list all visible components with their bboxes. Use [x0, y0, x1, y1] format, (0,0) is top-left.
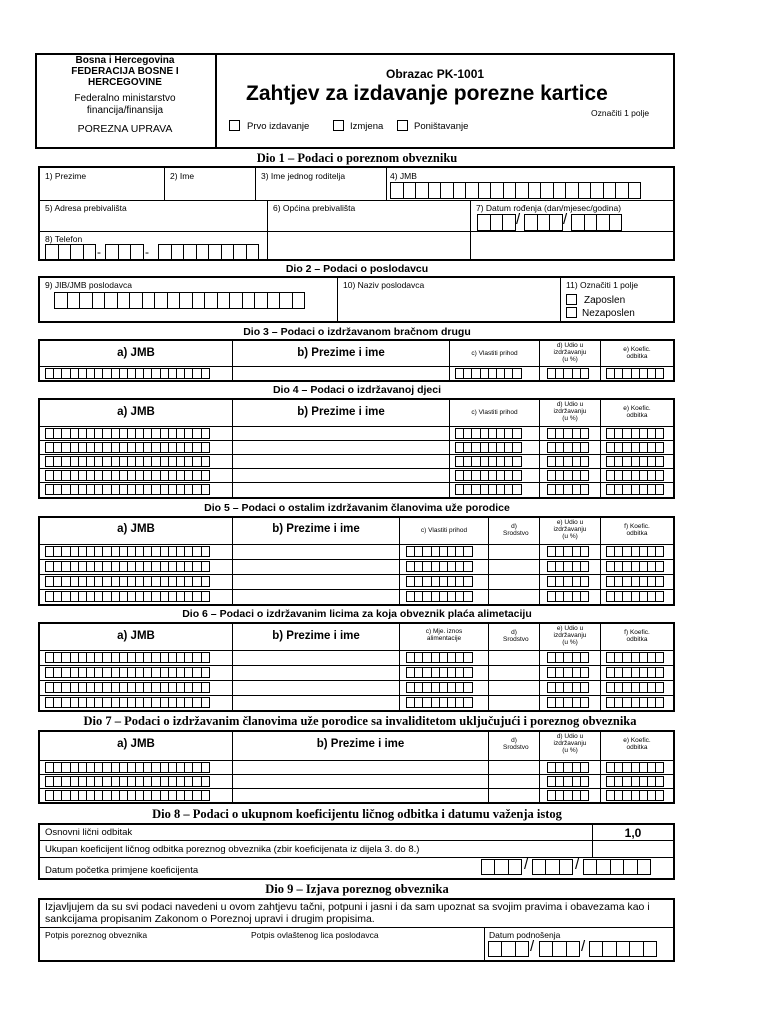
col-srodstvo: d) Srodstvo [503, 629, 529, 643]
relative-udio-cells[interactable] [547, 561, 589, 572]
label-adresa: 5) Adresa prebivališta [45, 203, 127, 213]
relative-prihod-cells[interactable] [406, 591, 473, 602]
federation-name: FEDERACIJA BOSNE I HERCEGOVINE [71, 66, 179, 88]
disabled-jmb-cells[interactable] [45, 776, 210, 787]
col-udio: e) Udio u izdržavanju (u %) [553, 625, 587, 646]
alimony-koef-cells[interactable] [606, 682, 664, 693]
col-prezime: b) Prezime i ime [297, 406, 385, 418]
child-koef-cells[interactable] [606, 484, 664, 495]
spouse-udio-cells[interactable] [547, 368, 589, 379]
col-jmb: a) JMB [117, 630, 155, 642]
relative-prihod-cells[interactable] [406, 576, 473, 587]
col-srodstvo: d) Srodstvo [503, 737, 529, 751]
child-prihod-cells[interactable] [455, 484, 522, 495]
relative-koef-cells[interactable] [606, 576, 664, 587]
child-jmb-cells[interactable] [45, 428, 210, 439]
col-prihod: c) Vlastiti prihod [420, 527, 468, 534]
child-prihod-cells[interactable] [455, 442, 522, 453]
child-udio-cells[interactable] [547, 456, 589, 467]
alimony-jmb-cells[interactable] [45, 697, 210, 708]
label-datum-podnosenja: Datum podnošenja [489, 930, 561, 940]
disabled-udio-cells[interactable] [547, 776, 589, 787]
relative-jmb-cells[interactable] [45, 561, 210, 572]
child-jmb-cells[interactable] [45, 484, 210, 495]
relative-udio-cells[interactable] [547, 576, 589, 587]
label-jib: 9) JIB/JMB poslodavca [45, 280, 132, 290]
relative-udio-cells[interactable] [547, 591, 589, 602]
spouse-koef-cells[interactable] [606, 368, 664, 379]
col-udio: d) Udio u izdržavanju (u %) [553, 733, 587, 754]
start-day-cells[interactable] [481, 859, 522, 875]
checkbox-prvo[interactable] [229, 120, 240, 131]
child-koef-cells[interactable] [606, 470, 664, 481]
alimony-udio-cells[interactable] [547, 682, 589, 693]
child-koef-cells[interactable] [606, 456, 664, 467]
section-1-title: Dio 1 – Podaci o poreznom obvezniku [256, 151, 458, 165]
label-osnovni: Osnovni lični odbitak [45, 827, 133, 838]
start-year-cells[interactable] [583, 859, 651, 875]
section-6-title: Dio 6 – Podaci o izdržavanim licima za koja obveznik plaća alimetaciju [182, 608, 532, 620]
alimony-udio-cells[interactable] [547, 667, 589, 678]
ministry-name: Federalno ministarstvo financija/finansija [74, 93, 176, 116]
declaration-text: Izjavljujem da su svi podaci navedeni u ovom zahtjevu tačni, potpuni i jasni i da sam upoznat sa svojim pravima i obavezama kao i sankcijama propisanim Zakonom o Poreznoj upravi i drugim propisima. [45, 901, 650, 925]
label-prezime: 1) Prezime [45, 171, 87, 181]
form-title: Zahtjev za izdavanje porezne kartice [246, 82, 608, 105]
label-jmb: 4) JMB [390, 171, 417, 181]
child-prihod-cells[interactable] [455, 470, 522, 481]
disabled-udio-cells[interactable] [547, 790, 589, 801]
child-koef-cells[interactable] [606, 442, 664, 453]
child-udio-cells[interactable] [547, 470, 589, 481]
submit-year-cells[interactable] [589, 941, 657, 957]
osnovni-value: 1,0 [624, 826, 642, 840]
disabled-jmb-cells[interactable] [45, 790, 210, 801]
relative-jmb-cells[interactable] [45, 591, 210, 602]
child-udio-cells[interactable] [547, 442, 589, 453]
relative-jmb-cells[interactable] [45, 576, 210, 587]
birth-day-cells[interactable] [477, 214, 516, 231]
disabled-koef-cells[interactable] [606, 790, 664, 801]
col-jmb: a) JMB [117, 738, 155, 750]
label-oznaciti: 11) Označiti 1 polje [566, 280, 639, 290]
child-prihod-cells[interactable] [455, 456, 522, 467]
checkbox-zaposlen[interactable] [566, 294, 577, 305]
label-ime: 2) Ime [170, 171, 195, 181]
mark-one-hint: Označiti 1 polje [591, 108, 650, 118]
agency-name: POREZNA UPRAVA [77, 123, 173, 135]
child-jmb-cells[interactable] [45, 470, 210, 481]
col-koef: e) Koefic. odbitka [623, 346, 651, 360]
col-prezime: b) Prezime i ime [316, 738, 405, 750]
label-potpis-lica: Potpis ovlaštenog lica poslodavca [251, 930, 379, 940]
relative-koef-cells[interactable] [606, 591, 664, 602]
child-jmb-cells[interactable] [45, 442, 210, 453]
option-izmjena: Izmjena [350, 121, 384, 132]
col-udio: d) Udio u izdržavanju (u %) [553, 401, 587, 422]
alimony-udio-cells[interactable] [547, 652, 589, 663]
child-jmb-cells[interactable] [45, 456, 210, 467]
label-roditelj: 3) Ime jednog roditelja [261, 171, 346, 181]
col-jmb: a) JMB [117, 523, 155, 535]
label-nezaposlen: Nezaposlen [582, 308, 635, 319]
col-jmb: a) JMB [117, 347, 155, 359]
disabled-udio-cells[interactable] [547, 762, 589, 773]
relative-udio-cells[interactable] [547, 546, 589, 557]
option-prvo: Prvo izdavanje [247, 121, 310, 132]
col-koef: f) Koefic. odbitka [624, 523, 650, 537]
child-koef-cells[interactable] [606, 428, 664, 439]
col-prihod: c) Vlastiti prihod [471, 409, 518, 416]
label-ukupan: Ukupan koeficijent ličnog odbitka poreznog obveznika (zbir koeficijenata iz dijela 3. do 8.) [45, 844, 420, 855]
col-udio: e) Udio u izdržavanju (u %) [553, 519, 587, 540]
label-datum-primjene: Datum početka primjene koeficijenta [45, 865, 199, 876]
birth-month-cells[interactable] [524, 214, 563, 231]
section-9-title: Dio 9 – Izjava poreznog obveznika [265, 882, 449, 896]
section-7-title: Dio 7 – Podaci o izdržavanim članovima uže porodice sa invaliditetom uključujući i poreznog obveznika [83, 714, 637, 728]
alimony-iznos-cells[interactable] [406, 697, 473, 708]
section-8-title: Dio 8 – Podaci o ukupnom koeficijentu ličnog odbitka i datumu važenja istog [152, 807, 562, 821]
header-divider [215, 55, 217, 147]
birth-year-cells[interactable] [571, 214, 622, 231]
jmb-cells[interactable] [390, 182, 641, 199]
alimony-iznos-cells[interactable] [406, 652, 473, 663]
spouse-prihod-cells[interactable] [455, 368, 522, 379]
relative-koef-cells[interactable] [606, 546, 664, 557]
phone-number-cells[interactable] [158, 244, 259, 261]
relative-koef-cells[interactable] [606, 561, 664, 572]
alimony-koef-cells[interactable] [606, 667, 664, 678]
col-prihod: c) Vlastiti prihod [471, 350, 518, 357]
col-alimentacija: c) Mje. iznos alimentacije [425, 628, 463, 642]
section-4-title: Dio 4 – Podaci o izdržavanoj djeci [272, 384, 442, 396]
col-prezime: b) Prezime i ime [272, 630, 360, 642]
section-3-title: Dio 3 – Podaci o izdržavanom bračnom drugu [243, 326, 471, 338]
country-name: Bosna i Hercegovina [75, 55, 175, 66]
col-prezime: b) Prezime i ime [297, 347, 385, 359]
section-5-title: Dio 5 – Podaci o ostalim izdržavanim članovima uže porodice [204, 502, 510, 514]
submit-month-cells[interactable] [539, 941, 580, 957]
jib-cells[interactable] [54, 292, 305, 309]
label-potpis: Potpis poreznog obveznika [45, 930, 148, 940]
label-zaposlen: Zaposlen [584, 295, 626, 306]
col-udio: d) Udio u izdržavanju (u %) [553, 342, 587, 363]
col-koef: e) Koefic. odbitka [623, 737, 651, 751]
phone-prefix-cells[interactable] [105, 244, 144, 261]
alimony-koef-cells[interactable] [606, 652, 664, 663]
label-opcina: 6) Općina prebivališta [273, 203, 356, 213]
child-prihod-cells[interactable] [455, 428, 522, 439]
col-koef: e) Koefic. odbitka [623, 405, 651, 419]
label-datum-rodjenja: 7) Datum rođenja (dan/mjesec/godina) [476, 203, 622, 213]
spouse-jmb-cells[interactable] [45, 368, 210, 379]
disabled-koef-cells[interactable] [606, 762, 664, 773]
alimony-jmb-cells[interactable] [45, 667, 210, 678]
issuer-block [40, 55, 210, 135]
checkbox-nezaposlen[interactable] [566, 307, 577, 318]
form-code: Obrazac PK-1001 [386, 67, 485, 81]
option-ponistavanje: Poništavanje [414, 121, 469, 132]
alimony-iznos-cells[interactable] [406, 667, 473, 678]
phone-area-cells[interactable] [45, 244, 96, 261]
child-udio-cells[interactable] [547, 428, 589, 439]
col-srodstvo: d) Srodstvo [503, 523, 529, 537]
checkbox-ponistavanje[interactable] [397, 120, 408, 131]
col-prezime: b) Prezime i ime [272, 523, 360, 535]
disabled-jmb-cells[interactable] [45, 762, 210, 773]
relative-prihod-cells[interactable] [406, 561, 473, 572]
relative-prihod-cells[interactable] [406, 546, 473, 557]
checkbox-izmjena[interactable] [333, 120, 344, 131]
alimony-jmb-cells[interactable] [45, 652, 210, 663]
section-2-title: Dio 2 – Podaci o poslodavcu [285, 263, 429, 275]
label-naziv: 10) Naziv poslodavca [343, 280, 425, 290]
alimony-udio-cells[interactable] [547, 697, 589, 708]
col-jmb: a) JMB [117, 406, 155, 418]
alimony-koef-cells[interactable] [606, 697, 664, 708]
col-koef: f) Koefic. odbitka [624, 629, 650, 643]
relative-jmb-cells[interactable] [45, 546, 210, 557]
child-udio-cells[interactable] [547, 484, 589, 495]
label-telefon: 8) Telefon [45, 234, 83, 244]
alimony-iznos-cells[interactable] [406, 682, 473, 693]
submit-day-cells[interactable] [488, 941, 529, 957]
start-month-cells[interactable] [532, 859, 573, 875]
alimony-jmb-cells[interactable] [45, 682, 210, 693]
disabled-koef-cells[interactable] [606, 776, 664, 787]
